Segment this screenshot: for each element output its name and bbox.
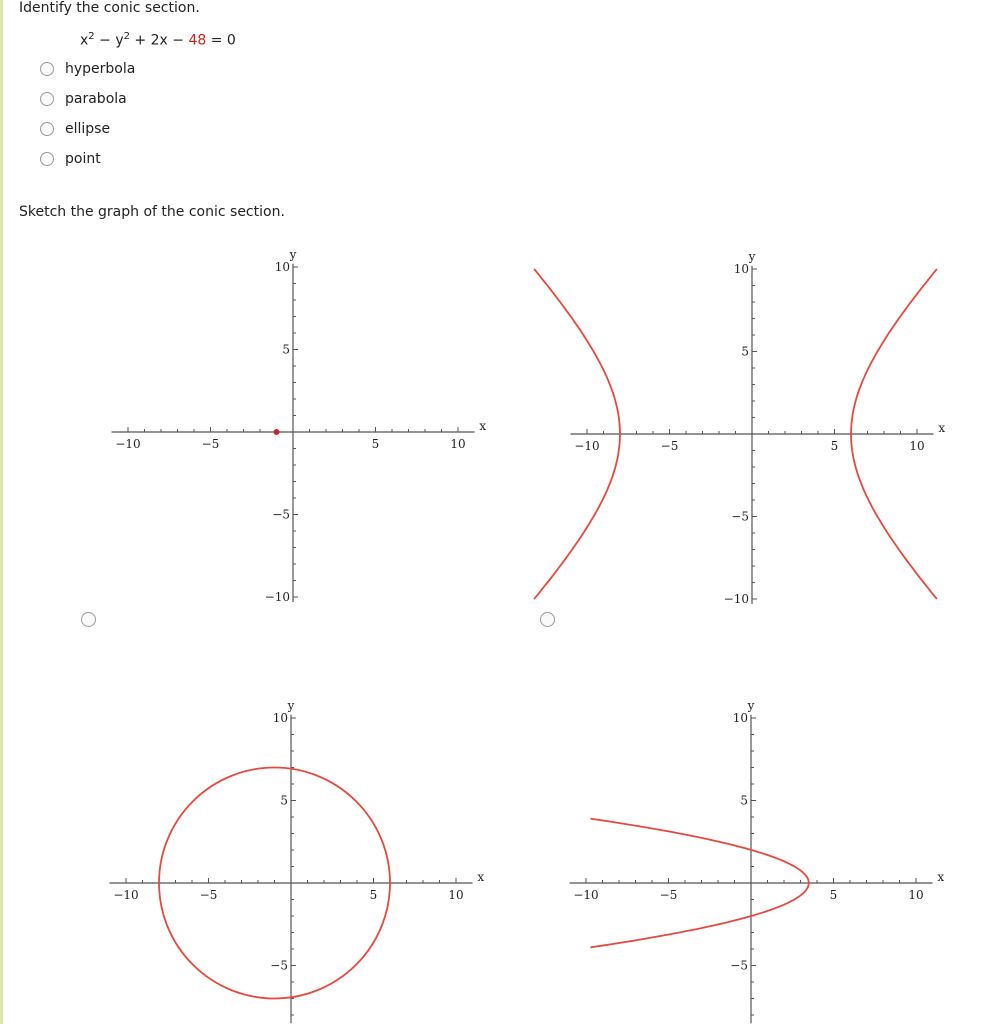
x-axis-label: x (477, 870, 485, 884)
y-tick-label: −10 (264, 590, 290, 604)
x-tick-label: 10 (908, 888, 924, 902)
x-tick-label: 5 (369, 888, 378, 902)
graph-option-point[interactable] (95, 225, 500, 625)
x-tick-label: −10 (574, 439, 600, 453)
y-tick-label: 10 (272, 711, 288, 725)
choice-label-ellipse: ellipse (65, 121, 111, 137)
x-tick-label: 5 (830, 439, 839, 453)
y-tick-label: 5 (740, 793, 748, 808)
x-tick-label: −5 (660, 439, 679, 453)
x-tick-label: −10 (113, 888, 139, 902)
y-tick-label: 10 (274, 260, 290, 274)
eq-y-exponent: 2 (123, 31, 130, 42)
y-tick-label: 5 (280, 793, 288, 808)
y-tick-label: 10 (732, 711, 748, 725)
graph-option-radio-2[interactable] (540, 612, 555, 627)
y-tick-label: 5 (282, 342, 290, 357)
question2-prompt: Sketch the graph of the conic section. (19, 204, 285, 220)
choice-point[interactable] (40, 151, 101, 167)
choice-ellipse[interactable] (40, 121, 110, 137)
conic-equation (80, 31, 236, 49)
eq-equals: = 0 (206, 32, 236, 49)
radio-parabola[interactable] (40, 92, 54, 106)
choice-parabola[interactable] (40, 91, 127, 107)
y-axis-label: y (287, 698, 295, 713)
question1-prompt: Identify the conic section. (19, 0, 200, 16)
graph-option-circle[interactable] (95, 675, 500, 1024)
radio-hyperbola[interactable] (40, 62, 54, 76)
x-tick-label: −5 (199, 888, 218, 902)
eq-minus: − (94, 32, 116, 49)
graph-option-hyperbola[interactable] (555, 225, 960, 625)
y-axis-label: y (748, 249, 756, 264)
x-tick-label: 10 (909, 439, 925, 453)
left-accent-rule (0, 0, 3, 1024)
radio-point[interactable] (40, 152, 54, 166)
y-axis-label: y (289, 247, 297, 262)
y-tick-label: −10 (723, 592, 749, 606)
y-axis-label: y (747, 698, 755, 713)
x-axis-label: x (937, 870, 945, 884)
choice-label-point: point (65, 151, 101, 167)
radio-ellipse[interactable] (40, 122, 54, 136)
x-tick-label: 10 (450, 437, 466, 451)
eq-x-term: x (80, 32, 89, 49)
x-tick-label: −5 (659, 888, 678, 902)
x-tick-label: −5 (201, 437, 220, 451)
choice-hyperbola[interactable] (40, 61, 135, 77)
y-tick-label: −5 (272, 507, 290, 522)
y-tick-label: −5 (731, 509, 749, 524)
x-tick-label: 5 (829, 888, 838, 902)
eq-y-term: y (115, 32, 124, 49)
eq-x-exponent: 2 (88, 31, 95, 42)
x-tick-label: 5 (371, 437, 380, 451)
graph-option-radio-1[interactable] (81, 612, 96, 627)
choice-label-parabola: parabola (65, 91, 127, 107)
x-tick-label: 10 (448, 888, 464, 902)
point-marker (274, 429, 280, 435)
y-tick-label: −5 (730, 958, 748, 973)
y-tick-label: 10 (733, 262, 749, 276)
eq-middle: + 2x − (129, 32, 189, 49)
x-tick-label: −10 (573, 888, 599, 902)
choice-label-hyperbola: hyperbola (65, 61, 136, 77)
x-tick-label: −10 (115, 437, 141, 451)
graph-option-parabola[interactable] (555, 675, 960, 1024)
y-tick-label: 5 (741, 344, 749, 359)
x-axis-label: x (938, 421, 946, 435)
y-tick-label: −5 (270, 958, 288, 973)
x-axis-label: x (479, 419, 487, 433)
eq-constant: 48 (188, 32, 207, 49)
